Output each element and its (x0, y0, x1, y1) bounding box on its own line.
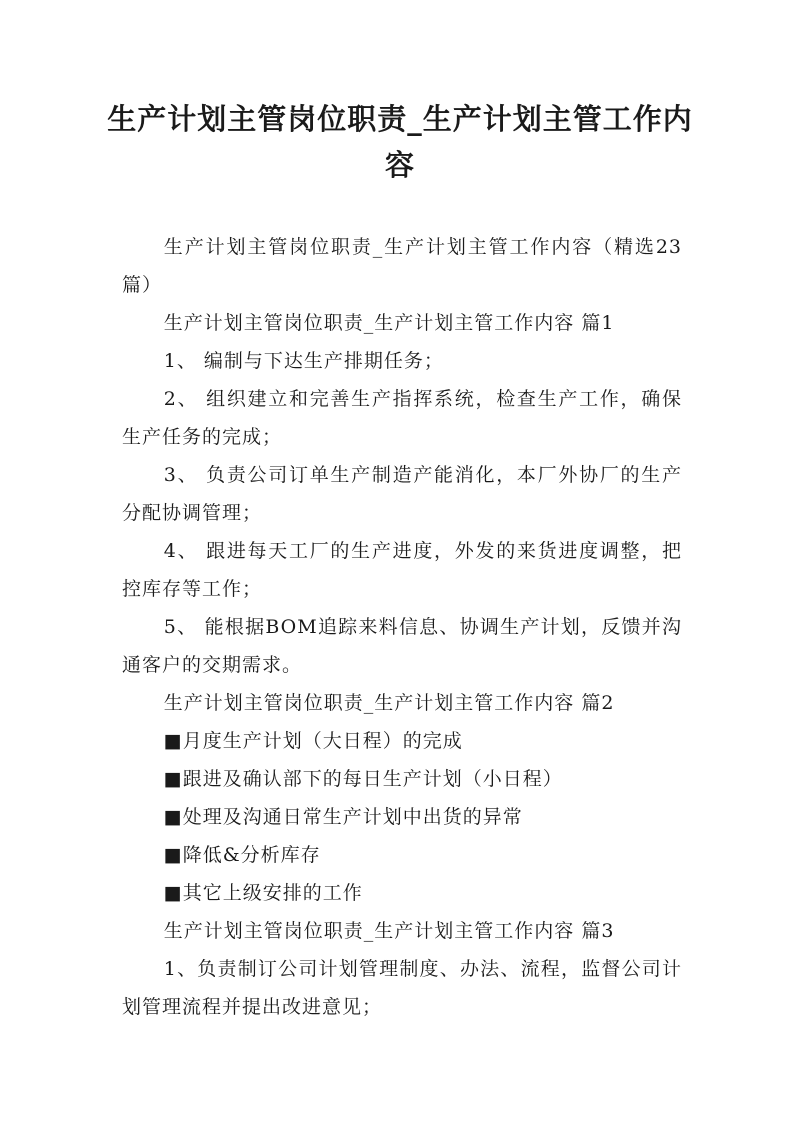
list-item: 5、 能根据BOM追踪来料信息、协调生产计划，反馈并沟通客户的交期需求。 (122, 616, 682, 676)
bullet-item: ■降低&分析库存 (163, 844, 321, 866)
document-body (122, 228, 682, 1026)
section-heading-3: 生产计划主管岗位职责_生产计划主管工作内容 篇3 (163, 920, 615, 942)
section-heading-1: 生产计划主管岗位职责_生产计划主管工作内容 篇1 (163, 312, 615, 334)
document-title: 生产计划主管岗位职责_生产计划主管工作内容 (107, 102, 693, 182)
list-item: 3、 负责公司订单生产制造产能消化，本厂外协厂的生产分配协调管理； (122, 464, 682, 524)
bullet-item: ■月度生产计划（大日程）的完成 (163, 730, 463, 752)
list-item: 2、 组织建立和完善生产指挥系统，检查生产工作，确保生产任务的完成； (122, 388, 682, 448)
bullet-item: ■其它上级安排的工作 (163, 882, 363, 904)
section-heading-2: 生产计划主管岗位职责_生产计划主管工作内容 篇2 (163, 692, 615, 714)
list-item: 1、负责制订公司计划管理制度、办法、流程，监督公司计划管理流程并提出改进意见； (122, 958, 682, 1018)
list-item: 1、 编制与下达生产排期任务； (163, 350, 444, 372)
bullet-item: ■处理及沟通日常生产计划中出货的异常 (163, 806, 523, 828)
bullet-item: ■跟进及确认部下的每日生产计划（小日程） (163, 768, 563, 790)
intro-paragraph: 生产计划主管岗位职责_生产计划主管工作内容（精选23篇） (122, 236, 682, 296)
list-item: 4、 跟进每天工厂的生产进度，外发的来货进度调整，把控库存等工作； (122, 540, 682, 600)
